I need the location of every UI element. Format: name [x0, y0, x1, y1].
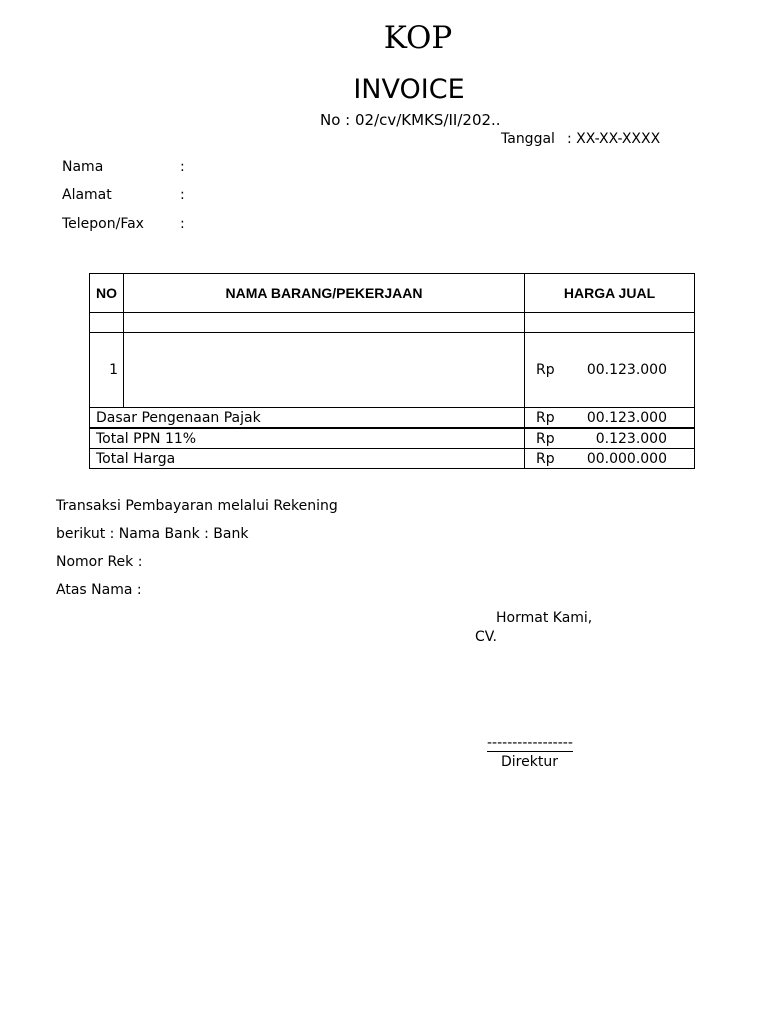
items-table [89, 273, 695, 469]
closing-text: Hormat Kami, [496, 610, 593, 626]
payment-line-3: Nomor Rek : [56, 554, 143, 570]
ppn-amount: 0.123.000 [595, 430, 667, 447]
dpp-currency: Rp [536, 409, 555, 426]
ppn-price [525, 428, 695, 449]
header-no: NO [90, 274, 124, 313]
payment-line-2: berikut : Nama Bank : Bank [56, 526, 249, 542]
item-currency: Rp [536, 362, 555, 378]
date-value: : XX-XX-XXXX [567, 131, 661, 147]
ppn-currency: Rp [536, 430, 555, 447]
phone-label: Telepon/Fax [62, 216, 144, 232]
signer-title: Direktur [501, 754, 558, 770]
table-row [90, 333, 695, 408]
address-label: Alamat [62, 187, 112, 203]
item-amount: 00.123.000 [586, 362, 667, 378]
table-header-row [90, 274, 695, 313]
summary-row-ppn [90, 428, 695, 449]
dpp-price [525, 408, 695, 429]
item-no: 1 [90, 333, 124, 408]
payment-line-1: Transaksi Pembayaran melalui Rekening [56, 498, 338, 514]
total-currency: Rp [536, 450, 555, 467]
address-colon: : [180, 187, 185, 203]
name-colon: : [180, 159, 185, 175]
header-description: NAMA BARANG/PEKERJAAN [124, 274, 525, 313]
total-amount: 00.000.000 [586, 450, 667, 467]
company-name: CV. [475, 629, 497, 645]
header-price: HARGA JUAL [525, 274, 695, 313]
item-description [124, 333, 525, 408]
phone-colon: : [180, 216, 185, 232]
ppn-label: Total PPN 11% [90, 428, 525, 449]
invoice-title: INVOICE [353, 74, 465, 105]
invoice-number: No : 02/cv/KMKS/II/202.. [320, 111, 501, 129]
signature-line: ----------------- [487, 735, 573, 751]
name-label: Nama [62, 159, 104, 175]
table-spacer-row [90, 313, 695, 333]
summary-row-dpp [90, 408, 695, 429]
payment-line-4: Atas Nama : [56, 582, 142, 598]
total-label: Total Harga [90, 449, 525, 469]
dpp-amount: 00.123.000 [586, 409, 667, 426]
total-price [525, 449, 695, 469]
summary-row-total [90, 449, 695, 469]
date-label: Tanggal [501, 131, 555, 147]
item-price [525, 333, 695, 408]
letterhead: KOP [383, 20, 453, 56]
dpp-label: Dasar Pengenaan Pajak [90, 408, 525, 429]
